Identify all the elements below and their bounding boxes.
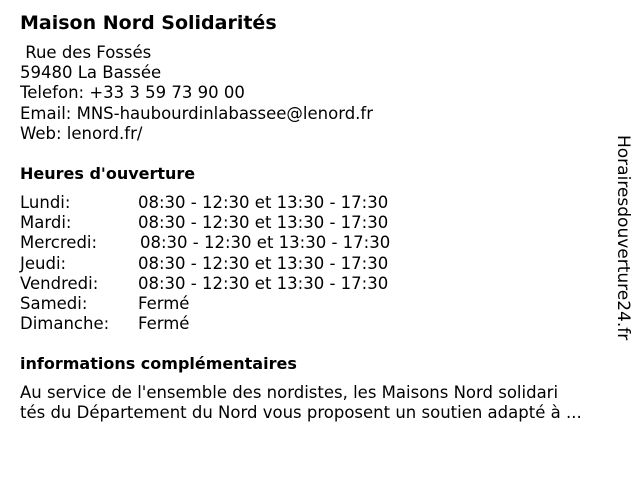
address-block bbox=[20, 43, 373, 144]
email-address: Email: MNS-haubourdinlabassee@lenord.fr bbox=[20, 103, 374, 123]
time-value: 08:30 - 12:30 et 13:30 - 17:30 bbox=[138, 193, 389, 212]
time-value: 08:30 - 12:30 et 13:30 - 17:30 bbox=[138, 273, 389, 293]
day-label: Lundi: bbox=[20, 193, 71, 212]
time-value: 08:30 - 12:30 et 13:30 - 17:30 bbox=[138, 213, 389, 233]
street-address: Rue des Fossés bbox=[20, 43, 152, 62]
hours-heading: Heures d'ouverture bbox=[20, 164, 196, 183]
day-label: Mercredi: bbox=[20, 233, 98, 253]
time-value: Fermé bbox=[138, 314, 190, 334]
website: Web: lenord.fr/ bbox=[20, 123, 143, 143]
time-value: 08:30 - 12:30 et 13:30 - 17:30 bbox=[140, 233, 391, 253]
day-label: Samedi: bbox=[20, 293, 88, 313]
info-heading: informations complémentaires bbox=[20, 354, 297, 373]
description-line: tés du Département du Nord vous proposent un soutien adapté à ... bbox=[20, 403, 582, 423]
description-line: Au service de l'ensemble des nordistes, les Maisons Nord solidari bbox=[20, 383, 559, 402]
day-label: Vendredi: bbox=[20, 273, 99, 293]
day-label: Jeudi: bbox=[20, 253, 67, 273]
time-value: Fermé bbox=[138, 293, 190, 313]
site-watermark: Horairesdouverture24.fr bbox=[613, 135, 633, 341]
description bbox=[20, 383, 620, 423]
phone-number: Telefon: +33 3 59 73 90 00 bbox=[20, 83, 245, 103]
day-label: Dimanche: bbox=[20, 314, 110, 334]
time-value: 08:30 - 12:30 et 13:30 - 17:30 bbox=[138, 253, 389, 273]
day-label: Mardi: bbox=[20, 213, 72, 233]
city-postcode: 59480 La Bassée bbox=[20, 63, 162, 83]
page-title: Maison Nord Solidarités bbox=[20, 12, 277, 34]
